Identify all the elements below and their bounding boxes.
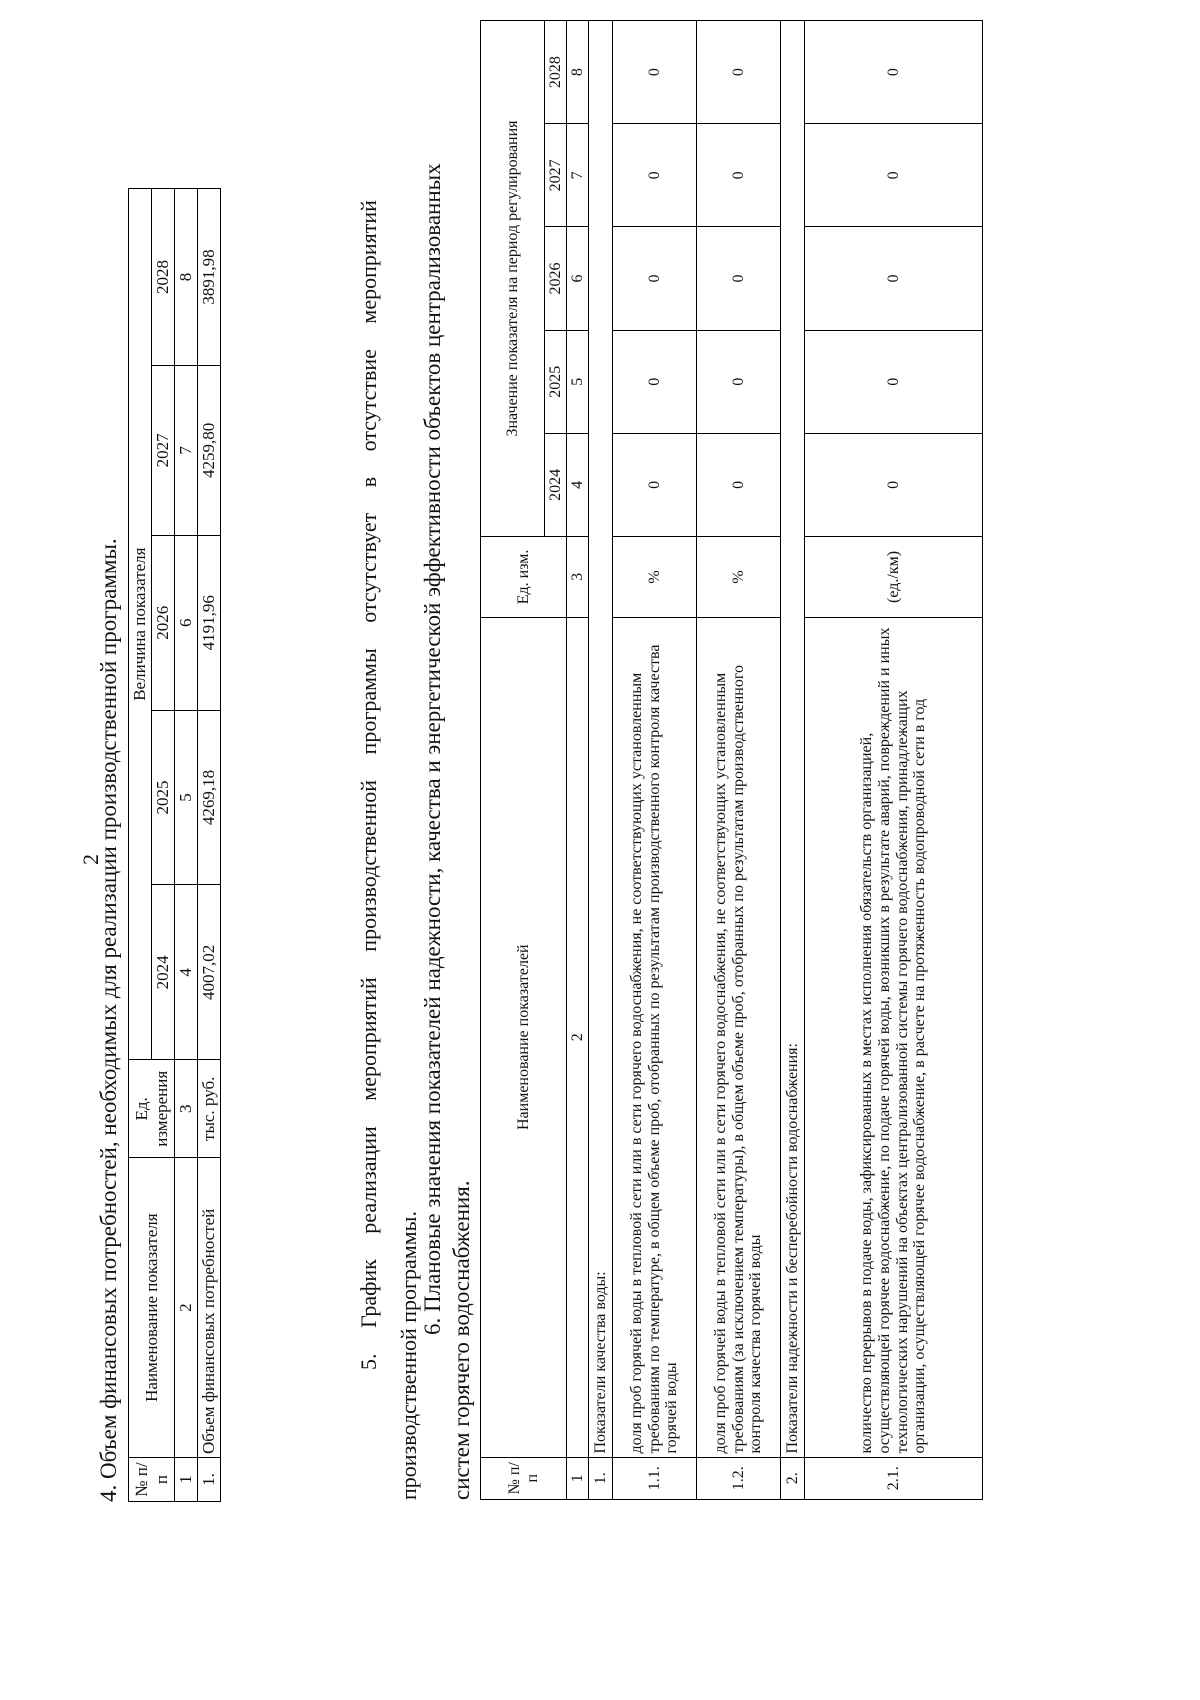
header-year: 2025 [152, 710, 175, 885]
row-value: 0 [613, 124, 697, 227]
row-unit: % [697, 536, 781, 617]
table-header-row [129, 189, 152, 1502]
header-num: № п/п [481, 1457, 567, 1499]
table-index-row [175, 189, 198, 1502]
row-value: 0 [613, 21, 697, 124]
row-value: 0 [613, 227, 697, 330]
index-cell: 2 [567, 617, 589, 1457]
section6-heading: 6. Плановые значения показателей надежности, качества и энергетической эффективности объектов централизованных [420, 163, 445, 1335]
index-cell: 3 [175, 1060, 198, 1158]
row-num: 1.2. [697, 1457, 781, 1499]
row-value: 0 [697, 21, 781, 124]
row-unit: (ед./км) [805, 536, 983, 617]
table-row [697, 21, 781, 1500]
indicators-table [480, 20, 983, 1500]
header-num: № п/п [129, 1458, 175, 1502]
index-cell: 5 [175, 710, 198, 885]
row-value: 4007,02 [198, 885, 221, 1060]
row-num: 2.1. [805, 1457, 983, 1499]
table-row [198, 189, 221, 1502]
row-name: доля проб горячей воды в тепловой сети или в сети горячего водоснабжения, не соответствующих установленным требованиям (за исключением температуры), в общем объеме проб, отобранных по результатам производственного контроля качества горячей воды [697, 617, 781, 1457]
row-num: 1. [198, 1458, 221, 1502]
header-year: 2025 [545, 330, 567, 433]
index-cell: 6 [567, 227, 589, 330]
index-cell: 4 [175, 885, 198, 1060]
header-year: 2027 [152, 365, 175, 535]
index-cell: 4 [567, 433, 589, 536]
table-row [613, 21, 697, 1500]
header-values: Значение показателя на период регулирования [481, 21, 545, 537]
header-year: 2026 [545, 227, 567, 330]
header-year: 2028 [152, 189, 175, 366]
row-value: 4269,18 [198, 710, 221, 885]
group-title: Показатели качества воды: [589, 21, 613, 1458]
section5-word: производственной [356, 779, 381, 952]
index-cell: 7 [175, 365, 198, 535]
group-num: 1. [589, 1457, 613, 1499]
section5-word: 5. [356, 1353, 381, 1370]
table-index-row [567, 21, 589, 1500]
header-year: 2028 [545, 21, 567, 124]
row-name: доля проб горячей воды в тепловой сети или в сети горячего водоснабжения, не соответствующих установленным требованиям по температуре, в общем объеме проб, отобранных по результатам производственного контроля качества горячей воды [613, 617, 697, 1457]
group-num: 2. [781, 1457, 805, 1499]
section5-word: программы [356, 648, 381, 755]
header-name: Наименование показателя [129, 1158, 175, 1458]
index-cell: 7 [567, 124, 589, 227]
table-group-row [589, 21, 613, 1500]
section5-word: реализации [356, 1126, 381, 1234]
header-values: Величина показателя [129, 189, 152, 1060]
section5-word: мероприятий [356, 200, 381, 324]
group-title: Показатели надежности и бесперебойности водоснабжения: [781, 21, 805, 1458]
row-value: 0 [613, 433, 697, 536]
index-cell: 5 [567, 330, 589, 433]
header-year: 2024 [545, 433, 567, 536]
header-unit: Ед. изм. [481, 536, 567, 617]
header-year: 2026 [152, 535, 175, 710]
row-value: 0 [697, 433, 781, 536]
header-year: 2024 [152, 885, 175, 1060]
section5-line1 [356, 200, 382, 1370]
row-value: 0 [697, 330, 781, 433]
row-value: 4191,96 [198, 535, 221, 710]
table-header-row [481, 21, 545, 1500]
row-name: количество перерывов в подаче воды, зафиксированных в местах исполнения обязательств организацией, осуществляющей горячее водоснабжение, по подаче горячей воды, возникших в результате аварий, повреждений и иных технологических нарушений на объектах централизованной системы горячего водоснабжения, принадлежащих организации, осуществляющей горячее водоснабжение, в расчете на протяженность водопроводной сети в год [805, 617, 983, 1457]
row-num: 1.1. [613, 1457, 697, 1499]
section5-word: отсутствует [356, 512, 381, 623]
section5-line2: производственной программы. [396, 1211, 421, 1500]
row-value: 0 [805, 21, 983, 124]
section5-word: График [356, 1259, 381, 1329]
row-value: 0 [805, 124, 983, 227]
row-value: 0 [805, 330, 983, 433]
row-value: 4259,80 [198, 365, 221, 535]
index-cell: 3 [567, 536, 589, 617]
row-value: 0 [613, 330, 697, 433]
row-name: Объем финансовых потребностей [198, 1158, 221, 1458]
index-cell: 8 [567, 21, 589, 124]
row-value: 0 [697, 124, 781, 227]
header-name: Наименование показателей [481, 617, 567, 1457]
table-row [805, 21, 983, 1500]
row-unit: % [613, 536, 697, 617]
row-unit: тыс. руб. [198, 1060, 221, 1158]
financial-needs-table [128, 188, 221, 1502]
section5-word: в [356, 476, 381, 488]
page-number: 2 [78, 854, 103, 865]
row-value: 0 [805, 227, 983, 330]
header-unit: Ед. измерения [129, 1060, 175, 1158]
table-group-row [781, 21, 805, 1500]
header-year: 2027 [545, 124, 567, 227]
section5-word: мероприятий [356, 977, 381, 1101]
section4-heading: 4. Объем финансовых потребностей, необходимых для реализации производственной программы. [96, 538, 121, 1502]
index-cell: 8 [175, 189, 198, 366]
row-value: 0 [697, 227, 781, 330]
section6-heading-cont: систем горячего водоснабжения. [449, 1180, 474, 1500]
index-cell: 1 [175, 1458, 198, 1502]
index-cell: 6 [175, 535, 198, 710]
row-value: 0 [805, 433, 983, 536]
section5-word: отсутствие [356, 349, 381, 452]
row-value: 3891,98 [198, 189, 221, 366]
index-cell: 2 [175, 1158, 198, 1458]
index-cell: 1 [567, 1457, 589, 1499]
